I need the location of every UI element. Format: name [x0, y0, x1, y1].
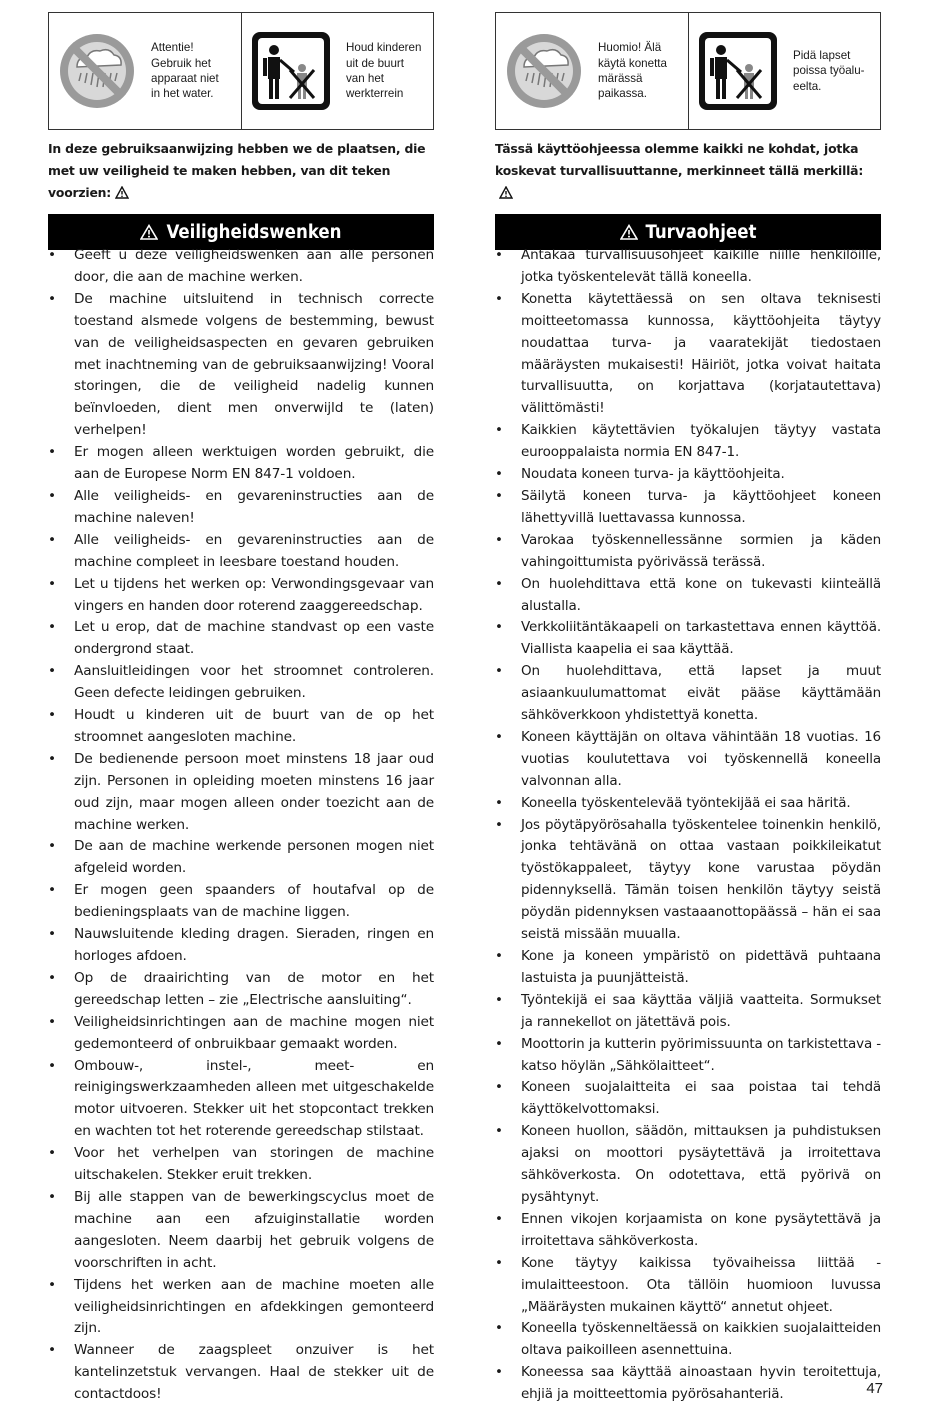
list-item: • Houdt u kinderen uit de buurt van de op het stroomnet aangesloten machine. [48, 705, 434, 749]
list-item: • Alle veiligheids- en gevareninstructies aan de machine naleven! [48, 486, 434, 530]
list-item: • On huolehdittava, että lapset ja muut asiaankuulumattomat eivät pääse käyttämään sähköverkkoon yhdistettyä konetta. [495, 661, 881, 727]
section-heading-text: Veiligheidswenken [166, 221, 342, 243]
column-dutch [48, 12, 434, 1403]
water-warning [496, 13, 688, 129]
list-item: • Moottorin ja kutterin pyörimissuunta on tarkistettava - katso höylän „Sähkölaitteet“. [495, 1034, 881, 1078]
warning-triangle-icon [115, 186, 129, 199]
list-item: • Koneessa saa käyttää ainoastaan hyvin teroitettuja, ehjiä ja moitteettomia pyörösahanteriä. [495, 1362, 881, 1406]
warning-triangle-icon [140, 224, 158, 240]
safety-list [48, 245, 434, 1406]
safety-list [495, 245, 881, 1406]
list-item: • Noudata koneen turva- ja käyttöohjeita. [495, 464, 881, 486]
keep-children-away-icon [697, 30, 779, 112]
list-item: • Koneen huollon, säädön, mittauksen ja puhdistuksen ajaksi on moottori pysäytettävä ja irroitettava sähköverkosta. On odotettava, että pyörivä on pysähtynyt. [495, 1121, 881, 1209]
list-item: • Koneen suojalaitteita ei saa poistaa tai tehdä käyttökelvottomaksi. [495, 1077, 881, 1121]
list-item: • Kaikkien käytettävien työkalujen täytyy vastata eurooppalaista normia EN 847-1. [495, 420, 881, 464]
intro-text [495, 138, 881, 204]
list-item: • Koneella työskentelevää työntekijää ei saa häritä. [495, 793, 881, 815]
page-number: 47 [866, 1380, 883, 1397]
keep-children-away-icon [250, 30, 332, 112]
list-item: • Let u erop, dat de machine standvast op een vaste ondergrond staat. [48, 617, 434, 661]
list-item: • Wanneer de zaagspleet onzuiver is het kantelinzetstuk vervangen. Haal de stekker uit de contactdoos! [48, 1340, 434, 1406]
list-item: • Antakaa turvallisuusohjeet kaikille niille henkilöille, jotka työskentelevät tällä koneella. [495, 245, 881, 289]
list-item: • Let u tijdens het werken op: Verwondingsgevaar van vingers en handen door roterend zaaggereedschap. [48, 574, 434, 618]
list-item: • Verkkoliitäntäkaapeli on tarkastettava ennen käyttöä. Viallista kaapelia ei saa käyttää. [495, 617, 881, 661]
no-rain-icon [57, 31, 137, 111]
list-item: • Työntekijä ei saa käyttäa väljiä vaatteita. Sormukset ja rannekellot on jätettävä pois. [495, 990, 881, 1034]
water-warning-text: Attentie! Gebruik het apparaat niet in het water. [151, 41, 219, 101]
list-item: • Bij alle stappen van de bewerkingscyclus moet de machine aan een afzuiginstallatie worden aangesloten. Neem daarbij het gebruik volgens de voorschriften in acht. [48, 1187, 434, 1275]
section-heading-text: Turvaohjeet [645, 221, 757, 243]
list-item: • Er mogen geen spaanders of houtafval op de bedieningsplaats van de machine liggen. [48, 880, 434, 924]
list-item: • Alle veiligheids- en gevareninstructies aan de machine compleet in leesbare toestand houden. [48, 530, 434, 574]
list-item: • Säilytä koneen turva- ja käyttöohjeet koneen lähettyvillä luettavassa kunnossa. [495, 486, 881, 530]
intro-text [48, 138, 434, 204]
intro-sentence: In deze gebruiksaanwijzing hebben we de plaatsen, die met uw veiligheid te maken hebben, van dit teken voorzien: [48, 141, 426, 200]
list-item: • Ombouw-, instel-, meet- en reinigingswerkzaamheden alleen met uitgeschakelde motor uitvoeren. Stekker uit het stopcontact trekken en wachten tot het roterende gereedschap stilstaat. [48, 1056, 434, 1144]
children-warning-text: Houd kinderen uit de buurt van het werkterrein [346, 41, 422, 101]
water-warning [49, 13, 241, 129]
list-item: • Geeft u deze veiligheidswenken aan alle personen door, die aan de machine werken. [48, 245, 434, 289]
children-warning [688, 13, 880, 129]
warning-triangle-icon [499, 186, 513, 199]
intro-sentence: Tässä käyttöohjeessa olemme kaikki ne kohdat, jotka koskevat turvallisuuttanne, merkinneet tällä merkillä: [495, 141, 864, 178]
list-item: • Nauwsluitende kleding dragen. Sieraden, ringen en horloges afdoen. [48, 924, 434, 968]
list-item: • Konetta käytettäessä on sen oltava teknisesti moitteetomassa kunnossa, käyttöohjeita täytyy noudattaa turva- ja vaaratekijät tiedostaen määräysten mukaisesti! Häiriöt, jotka voivat haitata turvallisuutta, on korjattava (korjatautettava) välittömästi! [495, 289, 881, 420]
list-item: • De bedienende persoon moet minstens 18 jaar oud zijn. Personen in opleiding moeten minstens 16 jaar oud zijn, maar mogen alleen onder toezicht aan de machine werken. [48, 749, 434, 837]
children-warning-text: Pidä lapset poissa työalu- eelta. [793, 48, 865, 93]
list-item: • Er mogen alleen werktuigen worden gebruikt, die aan de Europese Norm EN 847-1 voldoen. [48, 442, 434, 486]
list-item: • Op de draairichting van de motor en het gereedschap letten – zie „Electrische aansluiting“. [48, 968, 434, 1012]
warning-triangle-icon [620, 224, 638, 240]
warning-box [495, 12, 881, 130]
water-warning-text: Huomio! Älä käytä konetta märässä paikassa. [598, 41, 667, 101]
list-item: • Jos pöytäpyörösahalla työskentelee toinenkin henkilö, jonka tehtävänä on ottaa vastaan poikkileikatut työstökappaleet, täytyy kone varustaa pöydän pidennyksellä. Tämän toisen henkilön täytyy seistä pöydän pidennyksen vastaaanottopäässä – hän ei saa seistä missään muualla. [495, 815, 881, 946]
warning-box [48, 12, 434, 130]
list-item: • Koneen käyttäjän on oltava vähintään 18 vuotias. 16 vuotias koulutettava voi työskennellä koneella valvonnan alla. [495, 727, 881, 793]
list-item: • Kone ja koneen ympäristö on pidettävä puhtaana lastuista ja puunjätteistä. [495, 946, 881, 990]
list-item: • De aan de machine werkende personen mogen niet afgeleid worden. [48, 836, 434, 880]
list-item: • Ennen vikojen korjaamista on kone pysäytettävä ja irroitettava sähköverkosta. [495, 1209, 881, 1253]
list-item: • Kone täytyy kaikissa työvaiheissa liittää -imulaitteestoon. Ota tällöin huomioon luvussa „Määräysten mukainen käyttö“ annetut ohjeet. [495, 1253, 881, 1319]
list-item: • Veiligheidsinrichtingen aan de machine mogen niet gedemonteerd of onbruikbaar gemaakt worden. [48, 1012, 434, 1056]
list-item: • On huolehdittava että kone on tukevasti kiinteällä alustalla. [495, 574, 881, 618]
children-warning [241, 13, 433, 129]
column-finnish [495, 12, 881, 1403]
list-item: • Varokaa työskennellessänne sormien ja käden vahingoittumista pyörivässä terässä. [495, 530, 881, 574]
list-item: • Tijdens het werken aan de machine moeten alle veiligheidsinrichtingen en afdekkingen gemonteerd zijn. [48, 1275, 434, 1341]
list-item: • Voor het verhelpen van storingen de machine uitschakelen. Stekker eruit trekken. [48, 1143, 434, 1187]
list-item: • Koneella työskenneltäessä on kaikkien suojalaitteiden oltava paikoilleen asennettuina. [495, 1318, 881, 1362]
list-item: • De machine uitsluitend in technisch correcte toestand alsmede volgens de bestemming, bewust van de veiligheidsaspecten en gevaren gebruiken met inachtneming van de gebruiksaanwijzing! Vooral storingen, die de veiligheid nadelig kunnen beïnvloeden, dient men onverwijld te (laten) verhelpen! [48, 289, 434, 442]
list-item: • Aansluitleidingen voor het stroomnet controleren. Geen defecte leidingen gebruiken. [48, 661, 434, 705]
no-rain-icon [504, 31, 584, 111]
